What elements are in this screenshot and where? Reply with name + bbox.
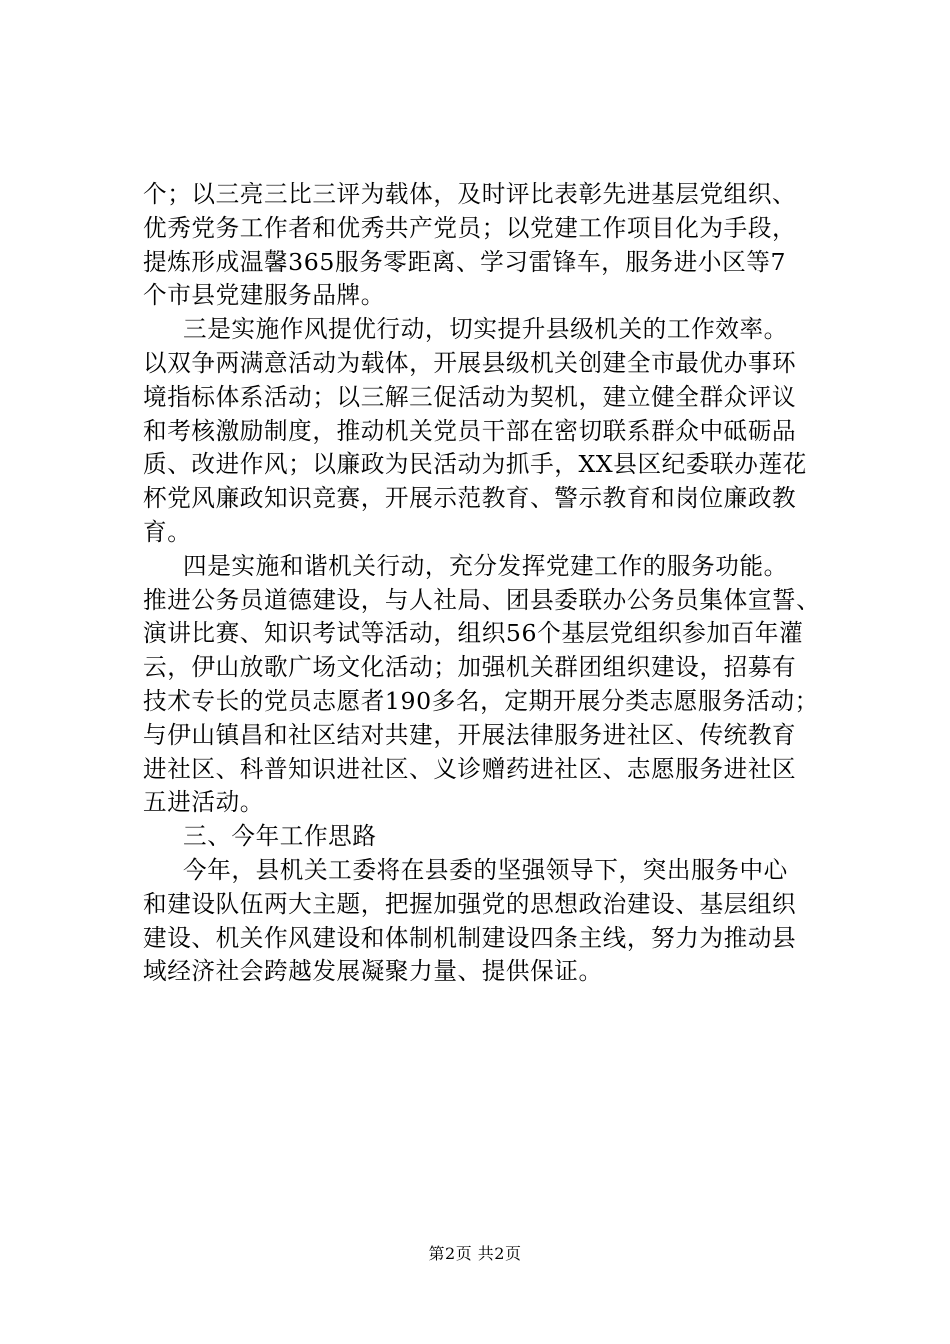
text-line: 演讲比赛、知识考试等活动，组织56个基层党组织参加百年灌 (143, 619, 804, 648)
text-line: 以双争两满意活动为载体，开展县级机关创建全市最优办事环 (143, 348, 797, 377)
text-line: 育。 (143, 517, 192, 546)
text-line: 提炼形成温馨365服务零距离、学习雷锋车，服务进小区等7 (143, 247, 787, 276)
text-line: 技术专长的党员志愿者190多名，定期开展分类志愿服务活动； (143, 686, 819, 715)
text-line: 三、今年工作思路 (183, 822, 377, 851)
text-line: 推进公务员道德建设，与人社局、团县委联办公务员集体宣誓、 (143, 585, 821, 614)
page-footer: 第2页 共2页 (428, 1244, 522, 1263)
text-line: 云，伊山放歌广场文化活动；加强机关群团组织建设，招募有 (143, 653, 797, 682)
text-line: 域经济社会跨越发展凝聚力量、提供保证。 (143, 957, 603, 986)
text-line: 和建设队伍两大主题，把握加强党的思想政治建设、基层组织 (143, 889, 797, 918)
text-line: 今年，县机关工委将在县委的坚强领导下，突出服务中心 (183, 855, 788, 884)
text-line: 进社区、科普知识进社区、义诊赠药进社区、志愿服务进社区 (143, 754, 797, 783)
text-line: 个；以三亮三比三评为载体，及时评比表彰先进基层党组织、 (143, 180, 797, 208)
text-line: 建设、机关作风建设和体制机制建设四条主线，努力为推动县 (143, 923, 797, 952)
text-line: 杯党风廉政知识竞赛，开展示范教育、警示教育和岗位廉政教 (143, 484, 797, 513)
document-body (143, 178, 823, 989)
text-line: 与伊山镇昌和社区结对共建，开展法律服务进社区、传统教育 (143, 720, 797, 749)
text-line: 境指标体系活动；以三解三促活动为契机，建立健全群众评议 (143, 382, 797, 411)
text-line: 四是实施和谐机关行动，充分发挥党建工作的服务功能。 (183, 551, 788, 580)
text-line: 优秀党务工作者和优秀共产党员；以党建工作项目化为手段， (143, 213, 797, 242)
text-line: 质、改进作风；以廉政为民活动为抓手，XX县区纪委联办莲花 (143, 450, 807, 479)
text-line: 三是实施作风提优行动，切实提升县级机关的工作效率。 (183, 315, 788, 344)
text-line: 和考核激励制度，推动机关党员干部在密切联系群众中砥砺品 (143, 416, 797, 445)
text-line: 个市县党建服务品牌。 (143, 281, 385, 310)
text-line: 五进活动。 (143, 788, 264, 817)
